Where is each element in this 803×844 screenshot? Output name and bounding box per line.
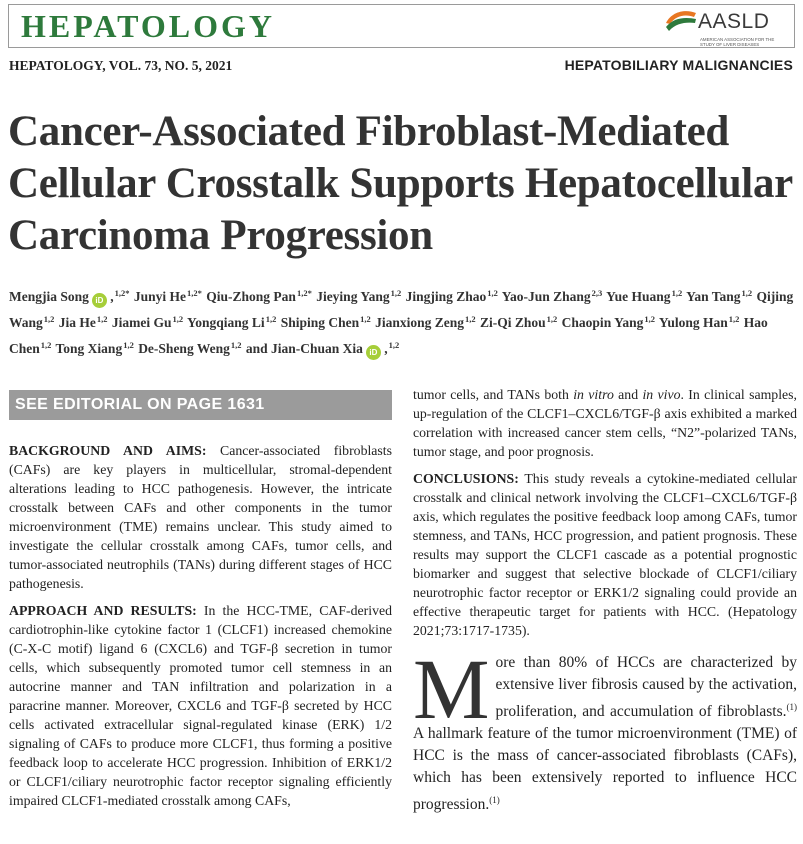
author-name[interactable]: Yongqiang Li — [187, 315, 265, 330]
drop-cap: M — [413, 641, 490, 737]
affiliation-marker: 1,2 — [172, 314, 184, 324]
approach-text: In the HCC-TME, CAF-derived cardiotrophin-like cytokine factor 1 (CLCF1) increased chemokine (C-X-C motif) ligand 6 (CXCL6) and TGF-β secretion in tumor cells, which subsequently promoted tumor cell stemness in an autocrine manner and TAN infiltration and polarization in a paracrine manner. Moreover, CXCL6 and TGF-β secreted by HCC cells activated extracellular signal-regulated kinase (ERK) 1/2 signaling of CAFs to produce more CLCF1, thus forming a positive feedback loop to accelerate HCC progression. Inhibition of ERK1/2 or CLCF1/ciliary neurotrophic factor receptor signaling efficiently impaired CLCF1-mediated crosstalk among CAFs, — [9, 603, 392, 808]
in-vivo-term: in vivo — [642, 387, 681, 402]
approach-cont-text: tumor cells, and TANs both — [413, 387, 574, 402]
conclusions-text: This study reveals a cytokine-mediated cellular crosstalk and clinical network involving the CLCF1–CXCL6/TGF-β axis, which regulates the positive feedback loop among CAFs, tumor stemness, and TANs, HCC progression, and patient prognosis. These results may support the CLCF1 cascade as a potential prognostic biomarker and suggest that selective blockade of CLCF1/ciliary neurotrophic factor receptor or ERK1/2 signaling could provide an effective therapeutic target for patients with HCC. — [413, 471, 797, 619]
background-heading: BACKGROUND AND AIMS: — [9, 443, 207, 458]
author-name[interactable]: Qijing Wang — [9, 289, 794, 330]
affiliation-marker: 1,2 — [40, 340, 52, 350]
affiliation-marker: 1,2 — [487, 288, 498, 298]
affiliation-marker: 1,2 — [265, 314, 277, 324]
author-name[interactable]: Yulong Han — [658, 315, 728, 330]
affiliation-marker: 1,2* — [114, 288, 130, 298]
editorial-link-banner[interactable]: SEE EDITORIAL ON PAGE 1631 — [9, 390, 392, 420]
orcid-icon[interactable]: iD — [92, 293, 107, 308]
abstract-conclusions — [413, 469, 797, 640]
abstract-approach — [9, 601, 392, 810]
introduction-paragraph — [413, 641, 797, 816]
abstract-approach-continued — [413, 385, 797, 461]
reference-link[interactable]: (1) — [786, 702, 797, 712]
orcid-icon[interactable]: iD — [366, 345, 381, 360]
affiliation-marker: 1,2 — [465, 314, 476, 324]
abstract-left-column — [9, 441, 392, 818]
author-name[interactable]: Yao-Jun Zhang — [501, 289, 591, 304]
abstract-right-column — [413, 385, 797, 648]
affiliation-marker: 1,2 — [741, 288, 753, 298]
intro-text: A hallmark feature of the tumor microenvironment (TME) of HCC is the mass of cancer-associated fibroblasts (CAFs), which has been extensively reported to influence HCC progression. — [413, 725, 797, 813]
author-name[interactable]: Hao Chen — [9, 315, 768, 356]
affiliation-marker: 1,2 — [546, 314, 558, 324]
author-list: Mengjia Song iD ,$^{1,2*}$ Junyi $He^{1,2*}$ Qiu-Zhong Pan$^{1,2*}$ Jieying Yang$^{1,2}$ Jingjing Zhao$^{1,2}$ Yao-Jun Zhang$^{2,3}$ Yue Huang$^{1,2}$ Yan Tang$^{1,2}$ Qijing Wang$^{1,2}$ Jia He$^{1,2}$ Jiamei Gu$^{1,2}$ Yongqiang Li$^{1,2}$ Shiping Chen$^{1,2}$ Jianxiong Zeng$^{1,2}$ Zi-Qi Zhou$^{1,2}$ Chaopin Yang$^{1,2}$ Yulong Han$^{1,2}$ Hao Chen$^{1,2}$ Tong Xiang$^{1,2}$ De-Sheng Weng$^{1,2}$ and Jian-Chuan Xia iD ,$^{1,2}$ — [9, 282, 794, 360]
author-name[interactable]: Tong Xiang — [55, 341, 123, 356]
abstract-citation: (Hepatology 2021;73:1717-1735). — [413, 604, 798, 638]
abstract-background — [9, 441, 392, 593]
affiliation-marker: 1,2 — [644, 314, 655, 324]
affiliation-marker: 1,2* — [296, 288, 312, 298]
aasld-name: AASLD — [698, 10, 770, 33]
approach-cont-text: . In clinical samples, up-regulation of the CLCF1–CXCL6/TGF-β axis exhibited a marked correlation with increased cancer stem cells, “N2”-polarized TANs, tumor stage, and poor prognosis. — [413, 387, 797, 459]
author-conjunction: and — [245, 341, 271, 356]
journal-name: HEPATOLOGY — [21, 8, 276, 44]
author-name[interactable]: Jingjing Zhao — [405, 289, 487, 304]
affiliation-marker: 1,2 — [728, 314, 740, 324]
author-name[interactable]: Qiu-Zhong Pan — [206, 289, 296, 304]
affiliation-marker: 1,2 — [43, 314, 55, 324]
author-name[interactable]: Yue Huang — [606, 289, 671, 304]
affiliation-marker: 1,2 — [671, 288, 683, 298]
author-name[interactable]: De-Sheng Weng — [138, 341, 230, 356]
author-name[interactable]: Mengjia Song — [9, 289, 89, 304]
affiliation-marker: 1,2* — [187, 288, 202, 298]
affiliation-marker: 1,2 — [390, 288, 402, 298]
affiliation-marker: 1,2 — [96, 314, 108, 324]
approach-cont-text: and — [613, 387, 643, 402]
author-name[interactable]: Zi-Qi Zhou — [480, 315, 546, 330]
journal-masthead — [8, 4, 795, 48]
author-name[interactable]: Chaopin Yang — [561, 315, 644, 330]
author-name[interactable]: Jia He — [58, 315, 96, 330]
background-text: Cancer-associated fibroblasts (CAFs) are key players in multicellular, stromal-dependent alterations leading to HCC pathogenesis. However, the intricate crosstalk between CAFs and other components in the tumor microenvironment (TME) remains unclear. This study aimed to investigate the cellular crosstalk among CAFs, tumor cells, and tumor-associated neutrophils (TANs) during different stages of HCC pathogenesis. — [9, 443, 392, 591]
affiliation-marker: 1,2 — [230, 340, 242, 350]
author-name[interactable]: Jian-Chuan Xia — [270, 341, 363, 356]
conclusions-heading: CONCLUSIONS: — [413, 471, 519, 486]
author-name[interactable]: Jiamei Gu — [111, 315, 172, 330]
in-vitro-term: in vitro — [573, 387, 614, 402]
affiliation-marker: 2,3 — [591, 288, 603, 298]
intro-text: ore than 80% of HCCs are characterized by extensive liver fibrosis caused by the activation, proliferation, and accumulation of fibroblasts. — [495, 654, 797, 720]
reference-link[interactable]: (1) — [489, 795, 500, 805]
aasld-logo — [664, 6, 784, 48]
affiliation-marker: 1,2 — [388, 340, 400, 350]
author-name[interactable]: Jieying Yang — [316, 289, 390, 304]
approach-heading: APPROACH AND RESULTS: — [9, 603, 197, 618]
author-name[interactable]: Jianxiong Zeng — [375, 315, 465, 330]
journal-citation: HEPATOLOGY, VOL. 73, NO. 5, 2021 — [9, 58, 233, 73]
affiliation-marker: 1,2 — [123, 340, 134, 350]
aasld-full-name: AMERICAN ASSOCIATION FOR THE STUDY OF LIVER DISEASES — [700, 37, 775, 47]
affiliation-marker: 1,2 — [360, 314, 371, 324]
aasld-logo-icon — [664, 7, 698, 35]
author-name[interactable]: Junyi He — [133, 289, 187, 304]
author-name[interactable]: Shiping Chen — [280, 315, 360, 330]
author-name[interactable]: Yan Tang — [686, 289, 741, 304]
article-title: Cancer-Associated Fibroblast-Mediated Cellular Crosstalk Supports Hepatocellular Carcinoma Progression — [8, 108, 793, 259]
article-section: HEPATOBILIARY MALIGNANCIES — [564, 57, 793, 73]
